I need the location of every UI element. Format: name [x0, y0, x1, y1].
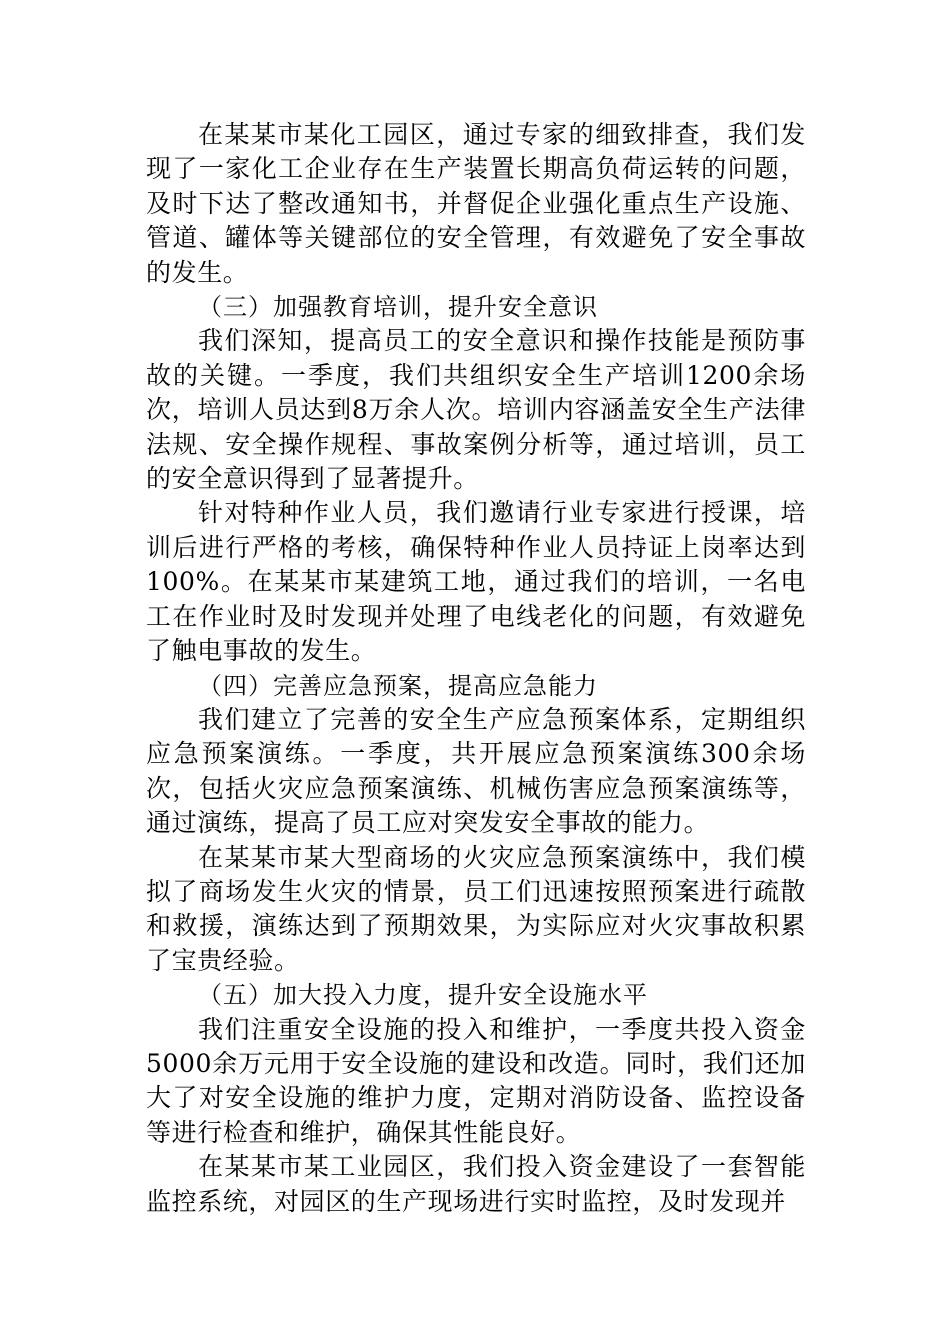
paragraph-training-overview: 我们深知，提高员工的安全意识和操作技能是预防事故的关键。一季度，我们共组织安全生产培训1200余场次，培训人员达到8万余人次。培训内容涵盖安全生产法律法规、安全操作规程、事故案例分析等，通过培训，员工的安全意识得到了显著提升。	[146, 326, 806, 494]
paragraph-mall-fire-drill: 在某某市某大型商场的火灾应急预案演练中，我们模拟了商场发生火灾的情景，员工们迅速按照预案进行疏散和救援，演练达到了预期效果，为实际应对火灾事故积累了宝贵经验。	[146, 842, 806, 975]
document-page	[146, 118, 806, 1219]
section-heading-emergency: （四）完善应急预案，提高应急能力	[198, 671, 598, 700]
paragraph-chemical-park: 在某某市某化工园区，通过专家的细致排查，我们发现了一家化工企业存在生产装置长期高负荷运转的问题，及时下达了整改通知书，并督促企业强化重点生产设施、管道、罐体等关键部位的安全管理，有效避免了安全事故的发生。	[146, 120, 806, 287]
paragraph-special-operators: 针对特种作业人员，我们邀请行业专家进行授课，培训后进行严格的考核，确保特种作业人员持证上岗率达到100%。在某某市某建筑工地，通过我们的培训，一名电工在作业时及时发现并处理了电线老化的问题，有效避免了触电事故的发生。	[146, 498, 806, 666]
section-heading-investment: （五）加大投入力度，提升安全设施水平	[198, 981, 648, 1010]
paragraph-facility-investment: 我们注重安全设施的投入和维护，一季度共投入资金5000余万元用于安全设施的建设和改造。同时，我们还加大了对安全设施的维护力度，定期对消防设备、监控设备等进行检查和维护，确保其性能良好。	[146, 1014, 806, 1147]
paragraph-emergency-drills: 我们建立了完善的安全生产应急预案体系，定期组织应急预案演练。一季度，共开展应急预案演练300余场次，包括火灾应急预案演练、机械伤害应急预案演练等，通过演练，提高了员工应对突发安全事故的能力。	[146, 704, 806, 838]
paragraph-smart-monitoring: 在某某市某工业园区，我们投入资金建设了一套智能监控系统，对园区的生产现场进行实时监控，及时发现并	[146, 1152, 806, 1216]
section-heading-training: （三）加强教育培训，提升安全意识	[198, 293, 598, 322]
